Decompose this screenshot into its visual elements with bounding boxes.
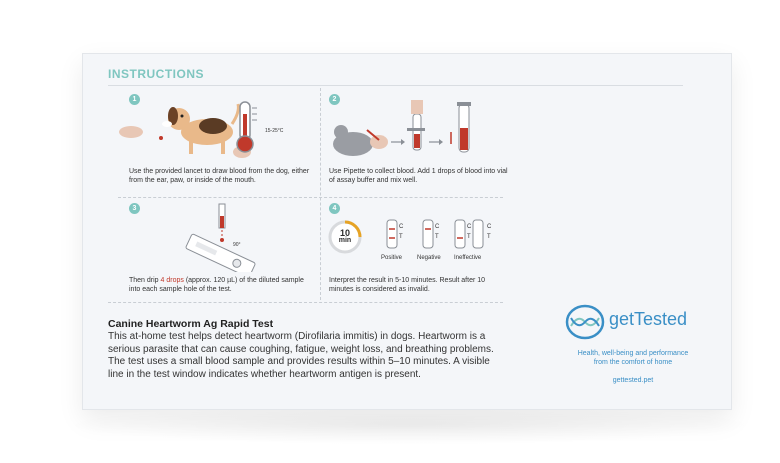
step-3-number: 3 <box>129 203 140 214</box>
marker-t: T <box>435 234 439 240</box>
thermometer-icon <box>231 100 261 155</box>
marker-t: T <box>487 234 491 240</box>
step-1-number: 1 <box>129 94 140 105</box>
result-label-ineffective: Ineffective <box>454 255 482 261</box>
product-description: This at-home test helps detect heartworm (Dirofilaria immitis) in dogs. Heartworm is a serious parasite that can cause coughing, fatigue, weight loss, and breathing problems. The test uses a small blood sample and provides results within 5–10 minutes. A visible line in the test window indicates whether heartworm antigen is present. <box>108 331 494 380</box>
step-2-number: 2 <box>329 94 340 105</box>
marker-c: C <box>487 224 492 230</box>
marker-t: T <box>467 234 471 240</box>
brand-name: getTested <box>609 309 688 329</box>
test-cassette-illustration <box>183 202 263 272</box>
step-4-text: Interpret the result in 5-10 minutes. Result after 10 minutes is considered as invalid. <box>329 277 486 293</box>
instructions-heading: INSTRUCTIONS <box>108 67 204 81</box>
divider <box>320 88 321 300</box>
divider <box>118 197 503 198</box>
result-label-positive: Positive <box>381 255 403 261</box>
pipette-vial-illustration <box>323 94 503 164</box>
divider <box>108 85 683 86</box>
product-title: Canine Heartworm Ag Rapid Test <box>108 318 274 330</box>
brand-tagline: Health, well-being and performance from the comfort of home <box>577 350 689 366</box>
angle-label: 90° <box>233 242 241 248</box>
step-4-number: 4 <box>329 203 340 214</box>
step-2-text: Use Pipette to collect blood. Add 1 drops of blood into vial of assay buffer and mix well. <box>329 168 508 184</box>
product-box <box>82 53 732 410</box>
temperature-label: 15-25°C <box>265 128 284 134</box>
step-1-text: Use the provided lancet to draw blood from the dog, either from the ear, paw, or inside of the mouth. <box>129 168 310 184</box>
brand-website: gettested.pet <box>612 377 654 384</box>
marker-t: T <box>399 234 403 240</box>
dna-icon <box>565 304 605 340</box>
shadow <box>60 405 760 445</box>
marker-c: C <box>399 224 404 230</box>
result-label-negative: Negative <box>417 255 441 261</box>
marker-c: C <box>435 224 440 230</box>
marker-c: C <box>467 224 472 230</box>
timer-value: 10 min <box>338 228 352 244</box>
divider <box>108 302 503 303</box>
step-3-text: Then drip 4 drops (approx. 120 µL) of the diluted sample into each sample hole of the test. <box>129 277 304 293</box>
